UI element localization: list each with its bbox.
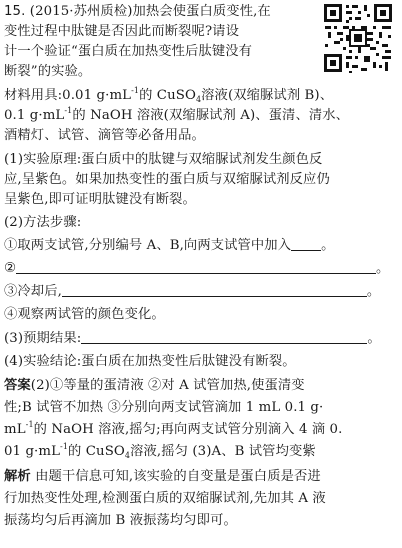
question-source: (2015·苏州质检)	[29, 4, 133, 19]
question-stem-text: 加热会使蛋白质变性,在	[132, 4, 271, 19]
answer-line-2	[4, 398, 323, 418]
step-end: 。	[376, 261, 390, 276]
analysis-text: 行加热变性处理,检测蛋白质的双缩脲试剂,先加其 A 液	[4, 491, 326, 506]
materials-text: 酒精灯、试管、滴管等必备用品。	[4, 128, 205, 143]
materials-line-1	[4, 86, 333, 106]
superscript: -1	[64, 106, 73, 115]
step-end: 。	[321, 238, 335, 253]
step-end: 。	[366, 284, 381, 299]
subscript: 4	[124, 451, 131, 460]
answer-text: 的 NaOH 溶液,摇匀;再向两支试管分别滴入 4 滴 0.	[33, 422, 343, 437]
analysis-label: 解析	[4, 469, 31, 484]
expected-label: (3)预期结果:	[4, 331, 82, 346]
question-stem-line-4	[4, 62, 91, 82]
answer-blank[interactable]	[81, 329, 367, 344]
analysis-line-1	[4, 467, 321, 487]
method-title-text: (2)方法步骤:	[4, 215, 82, 230]
answer-blank[interactable]	[16, 259, 376, 274]
method-step-4	[4, 305, 165, 325]
principle-text: 呈紫色,即可证明肽键没有断裂。	[4, 192, 196, 207]
answer-label: 答案	[4, 378, 31, 393]
answer-text: mL	[4, 422, 26, 437]
analysis-text: 振荡均匀后再滴加 B 液振荡均匀即可。	[4, 513, 237, 528]
principle-line-1	[4, 150, 322, 170]
materials-text: 的 CuSO	[139, 88, 196, 103]
principle-line-3	[4, 190, 196, 210]
answer-text: 溶液,摇匀 (3)A、B 试管均变紫	[130, 444, 316, 459]
principle-line-2	[4, 170, 330, 190]
step-text: ④观察两试管的颜色变化。	[4, 307, 165, 322]
method-step-1	[4, 236, 335, 256]
principle-text: 应,呈紫色。如果加热变性的蛋白质与双缩脲试剂反应仍	[4, 172, 330, 187]
step-text: ③冷却后,	[4, 284, 62, 299]
superscript: -1	[25, 420, 34, 429]
expected-result-line	[4, 329, 381, 349]
materials-text: 0.1 g·mL	[4, 108, 65, 123]
question-stem-line-3	[4, 42, 252, 62]
conclusion-text: (4)实验结论:蛋白质在加热变性后肽键没有断裂。	[4, 354, 296, 369]
stem-text: 断裂”的实验。	[4, 64, 92, 79]
method-title	[4, 213, 81, 233]
answer-text: 的 CuSO	[68, 444, 125, 459]
method-step-3	[4, 282, 380, 302]
step-end: 。	[367, 331, 381, 346]
materials-text: 溶液(双缩脲试剂 B)、	[201, 88, 334, 103]
answer-text: 性;B 试管不加热 ③分别向两支试管滴加 1 mL 0.1 g·	[4, 400, 324, 415]
subscript: 4	[195, 95, 202, 104]
analysis-text: 由题干信息可知,该实验的自变量是蛋白质是否进	[35, 469, 321, 484]
stem-text: 计一个验证“蛋白质在加热变性后肽键没有	[4, 44, 253, 59]
analysis-line-2	[4, 489, 326, 509]
answer-line-3	[4, 420, 342, 440]
question-stem-line-1	[4, 2, 271, 22]
materials-text: 材料用具:0.01 g·mL	[4, 88, 132, 103]
principle-text: (1)实验原理:蛋白质中的肽键与双缩脲试剂发生颜色反	[4, 152, 323, 167]
materials-line-2	[4, 106, 349, 126]
answer-blank[interactable]	[291, 236, 321, 251]
answer-text: 01 g·mL	[4, 444, 61, 459]
method-step-2	[4, 259, 389, 279]
answer-line-1	[4, 376, 305, 396]
step-marker: ②	[4, 261, 17, 276]
stem-text: 变性过程中肽键是否因此而断裂呢?请设	[4, 24, 239, 39]
conclusion-line	[4, 352, 296, 372]
answer-text: (2)①等量的蛋清液 ②对 A 试管加热,使蛋清变	[30, 378, 305, 393]
analysis-line-3	[4, 511, 237, 531]
question-number: 15.	[4, 4, 26, 19]
answer-line-4	[4, 442, 316, 462]
question-stem-line-2	[4, 22, 239, 42]
superscript: -1	[131, 86, 140, 95]
step-text: ①取两支试管,分别编号 A、B,向两支试管中加入	[4, 238, 292, 253]
superscript: -1	[60, 442, 69, 451]
materials-text: 的 NaOH 溶液(双缩脲试剂 A)、蛋清、清水、	[72, 108, 350, 123]
qr-code-icon[interactable]	[322, 2, 394, 74]
materials-line-3	[4, 126, 205, 146]
answer-blank[interactable]	[62, 282, 367, 297]
